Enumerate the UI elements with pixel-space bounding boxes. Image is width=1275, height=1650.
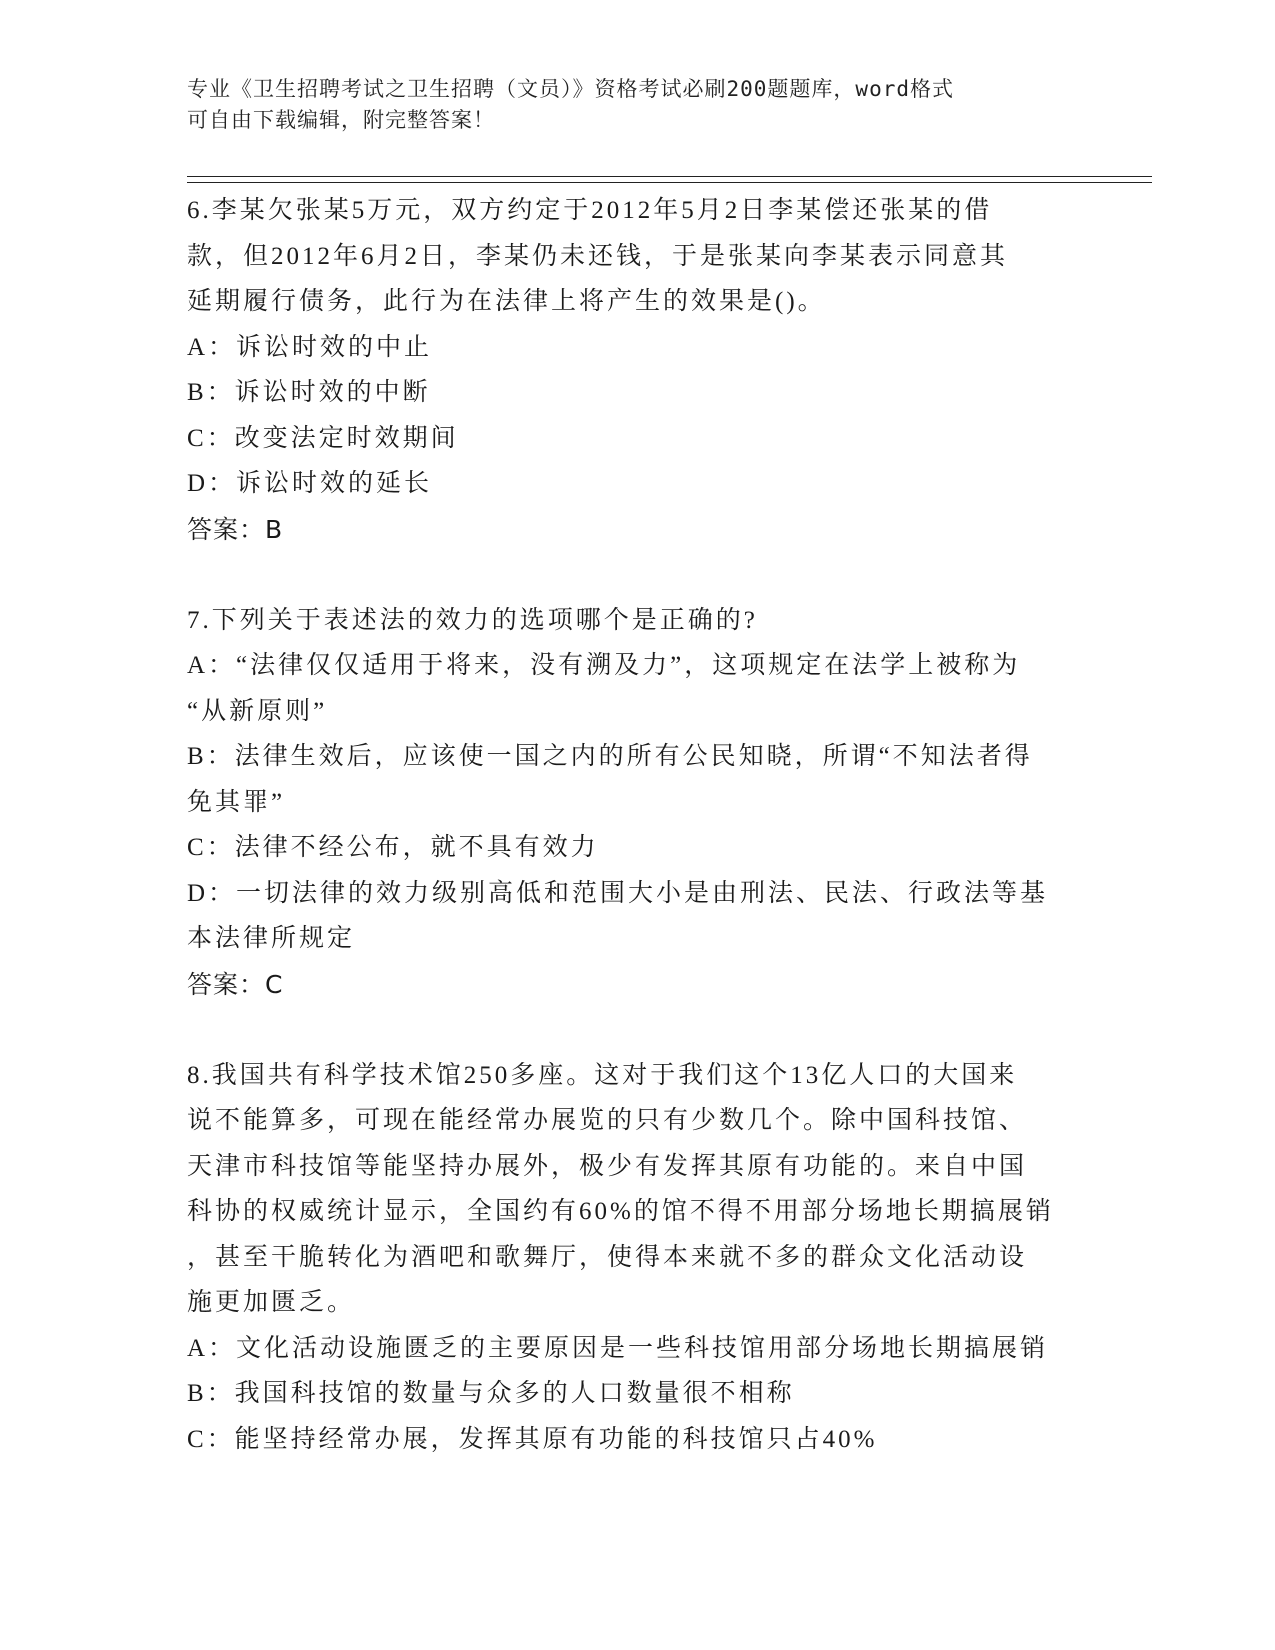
- option-b: B：法律生效后，应该使一国之内的所有公民知晓，所谓“不知法者得: [187, 743, 1033, 770]
- question-stem-line: 天津市科技馆等能坚持办展外，极少有发挥其原有功能的。来自中国: [187, 1152, 1028, 1180]
- question-7: [187, 598, 1087, 1008]
- option-b: B：诉讼时效的中断: [187, 379, 431, 406]
- question-stem-line: 款，但2012年6月2日，李某仍未还钱，于是张某向李某表示同意其: [187, 242, 1009, 270]
- option-a: A：文化活动设施匮乏的主要原因是一些科技馆用部分场地长期搞展销: [187, 1334, 1049, 1362]
- option-d-continued: 本法律所规定: [187, 925, 356, 952]
- option-a: A：诉讼时效的中止: [187, 333, 433, 361]
- question-list: [187, 188, 1087, 1462]
- option-b: B：我国科技馆的数量与众多的人口数量很不相称: [187, 1380, 795, 1407]
- question-stem-line: 施更加匮乏。: [187, 1289, 356, 1316]
- question-8: [187, 1053, 1087, 1463]
- header-rule-top: [187, 176, 1152, 177]
- question-stem-line: 7.下列关于表述法的效力的选项哪个是正确的?: [187, 606, 758, 634]
- option-b-continued: 免其罪”: [187, 788, 286, 816]
- option-c: C：改变法定时效期间: [187, 424, 459, 452]
- document-header: [187, 74, 1067, 136]
- option-c: C：能坚持经常办展，发挥其原有功能的科技馆只占40%: [187, 1425, 878, 1453]
- header-rule-bottom: [187, 182, 1152, 183]
- question-6: [187, 188, 1087, 552]
- question-stem-line: 说不能算多，可现在能经常办展览的只有少数几个。除中国科技馆、: [187, 1107, 1028, 1134]
- question-stem-line: 8.我国共有科学技术馆250多座。这对于我们这个13亿人口的大国来: [187, 1061, 1018, 1089]
- question-spacer: [187, 552, 1087, 598]
- option-d: D：诉讼时效的延长: [187, 470, 433, 497]
- header-line: 专业《卫生招聘考试之卫生招聘（文员）》资格考试必刷200题题库，word格式: [187, 77, 954, 101]
- header-line: 可自由下载编辑，附完整答案！: [187, 108, 495, 132]
- option-c: C：法律不经公布，就不具有效力: [187, 834, 599, 861]
- answer-line: 答案：C: [187, 969, 284, 999]
- question-stem-line: 6.李某欠张某5万元，双方约定于2012年5月2日李某偿还张某的借: [187, 197, 993, 224]
- answer-line: 答案：B: [187, 514, 284, 544]
- question-spacer: [187, 1007, 1087, 1053]
- question-stem-line: 科协的权威统计显示，全国约有60%的馆不得不用部分场地长期搞展销: [187, 1198, 1054, 1225]
- option-a: A：“法律仅仅适用于将来，没有溯及力”，这项规定在法学上被称为: [187, 652, 1021, 679]
- question-stem-line: 延期履行债务，此行为在法律上将产生的效果是()。: [187, 288, 826, 315]
- option-d: D：一切法律的效力级别高低和范围大小是由刑法、民法、行政法等基: [187, 879, 1049, 907]
- option-a-continued: “从新原则”: [187, 697, 328, 725]
- question-stem-line: ，甚至干脆转化为酒吧和歌舞厅，使得本来就不多的群众文化活动设: [187, 1243, 1028, 1271]
